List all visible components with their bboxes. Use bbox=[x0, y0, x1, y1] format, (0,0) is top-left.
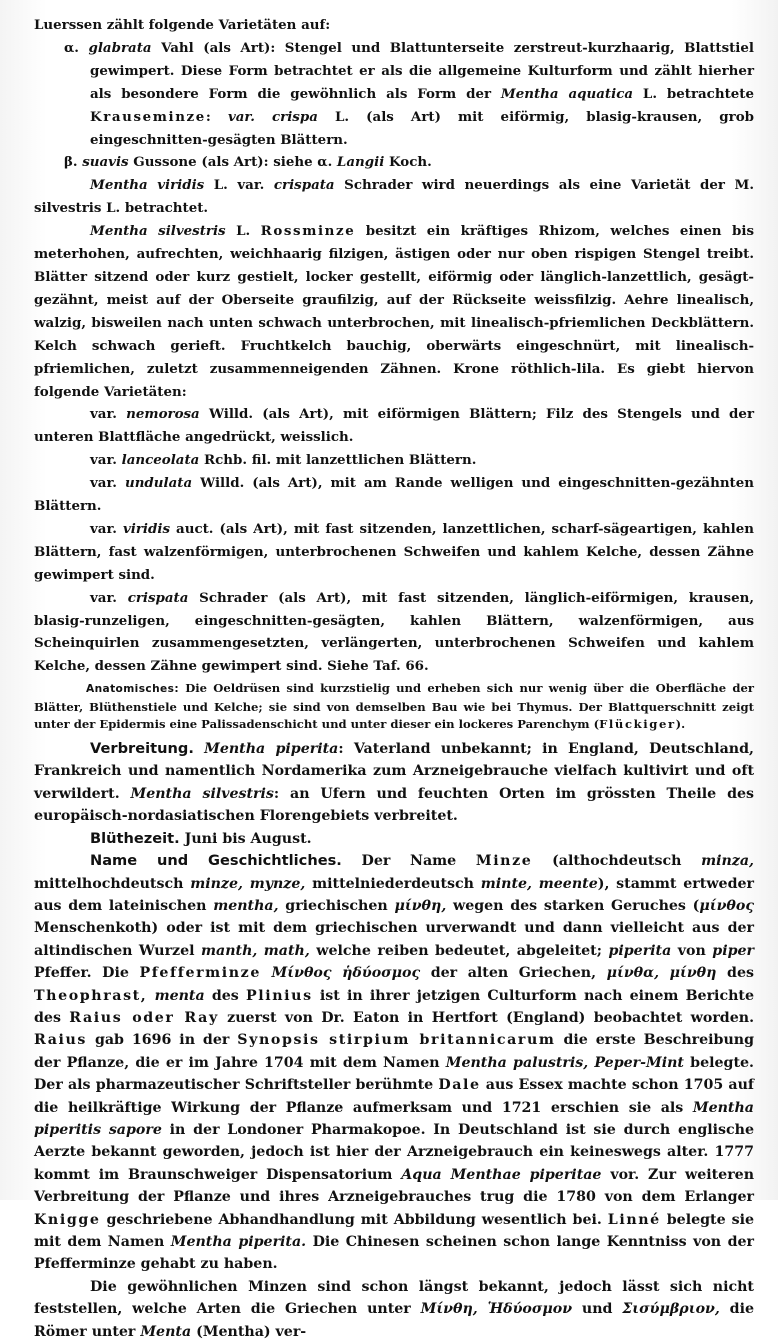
variety-beta: β. suavis Gussone (als Art): siehe α. Langii Koch. bbox=[64, 154, 432, 171]
variety-item: var. undulata Willd. (als Art), mit am Rande welligen und eingeschnitten-gezähnten Blättern. bbox=[34, 475, 754, 515]
verbreitung-paragraph: Verbreitung. Mentha piperita: Vaterland unbekannt; in England, Deutschland, Frankreich und namentlich Nordamerika zum Arzneigebrauche vielfach kultivirt und oft verwildert. Mentha silvestris: an Ufern und feuchten Orten im grössten Theile des europäisch-nordasiatischen Florengebiets verbreitet. bbox=[34, 740, 754, 825]
variety-item: var. viridis auct. (als Art), mit fast sitzenden, lanzettlichen, scharf-sägeartigen, kahlen Blättern, fast walzenförmigen, unterbrochenen Schweifen und kahlem Kelche, dessen Zähne gewimpert sind. bbox=[34, 520, 755, 583]
variety-item: var. lanceolata Rchb. fil. mit lanzettlichen Blättern. bbox=[90, 452, 477, 469]
variety-item: var. nemorosa Willd. (als Art), mit eiförmigen Blättern; Filz des Stengels und der unteren Blattfläche angedrückt, weisslich. bbox=[34, 406, 754, 446]
viridis-paragraph: Mentha viridis L. var. crispata Schrader wird neuerdings als eine Varietät der M. silvestris L. betrachtet. bbox=[34, 177, 754, 217]
variety-alpha: α. glabrata Vahl (als Art): Stengel und Blattunterseite zerstreut-kurzhaarig, Blattstiel gewimpert. Diese Form betrachtet er als die allgemeine Kulturform und zählt hierher als besondere Form die gewöhnlich als Form der Mentha aquatica L. betrachtete Krauseminze: var. crispa L. (als Art) mit eiförmig, blasig-krausen, grob eingeschnitten-gesägten Blättern. bbox=[64, 39, 755, 148]
section-heading: Verbreitung. bbox=[90, 740, 194, 758]
variety-list bbox=[34, 403, 754, 678]
intro-line bbox=[34, 14, 754, 37]
section-heading: Blüthezeit. bbox=[90, 829, 180, 847]
bluethezeit-paragraph: Blüthezeit. Juni bis August. bbox=[90, 829, 312, 847]
intro-text: Luerssen zählt folgende Varietäten auf: bbox=[34, 17, 331, 33]
section-heading: Name und Geschichtliches. bbox=[90, 852, 342, 870]
silvestris-paragraph: Mentha silvestris L. Rossminze besitzt ein kräftiges Rhizom, welches einen bis meterhohen, aufrechten, weichhaarig filzigen, ästigen oder nur oben rispigen Stengel treibt. Blätter sitzend oder kurz gestielt, locker gestellt, eiförmig oder länglich-lanzettlich, gesägt-gezähnt, meist auf der Oberseite graufilzig, auf der Rückseite weissfilzig. Aehre linealisch, walzig, bisweilen nach unten schwach unterbrochen, mit linealisch-pfriemlichen Deckblättern. Kelch schwach gerieft. Fruchtkelch bauchig, oberwärts eingeschnürt, mit linealisch-pfriemlichen, zuletzt zusammenneigenden Zähnen. Krone röthlich-lila. Es giebt hiervon folgende Varietäten: bbox=[34, 223, 755, 400]
last-paragraph: Die gewöhnlichen Minzen sind schon längst bekannt, jedoch lässt sich nicht feststellen, welche Arten die Griechen unter Μίνθη, Ἡδύοσμον und Σισύμβριον, die Römer unter Menta (Mentha) ver- bbox=[34, 1278, 754, 1340]
anatomisches-paragraph: Anatomisches: Die Oeldrüsen sind kurzstielig und erheben sich nur wenig über die Oberfläche der Blätter, Blüthenstiele und Kelche; sie sind von demselben Bau wie bei Thymus. Der Blattquerschnitt zeigt unter der Epidermis eine Palissadenschicht und unter dieser ein lockeres Parenchym (Flückiger). bbox=[34, 681, 754, 732]
variety-item: var. crispata Schrader (als Art), mit fast sitzenden, länglich-eiförmigen, krausen, blasig-runzeligen, eingeschnitten-gesägten, kahlen Blättern, walzenförmigen, aus Scheinquirlen zusammengesetzten, verlängerten, unterbrochenen Schweifen und kahlem Kelche, dessen Zähne gewimpert sind. Siehe Taf. 66. bbox=[34, 589, 754, 675]
name-geschichte-paragraph: Name und Geschichtliches. Der Name Minze (althochdeutsch minza, mittelhochdeutsch minze, mynze, mittelniederdeutsch minte, meente), stammt ertweder aus dem lateinischen mentha, griechischen μίνθη, wegen des starken Geruches (μίνθος Menschenkoth) oder ist mit dem griechischen urverwandt und dann vielleicht aus der altindischen Wurzel manth, math, welche reiben bedeutet, abgeleitet; piperita von piper Pfeffer. Die Pfefferminze Μίνθος ἡδύοσμος der alten Griechen, μίνθα, μίνθη des Theophrast, menta des Plinius ist in ihrer jetzigen Culturform nach einem Berichte des Raius oder Ray zuerst von Dr. Eaton in Hertfort (England) beobachtet worden. Raius gab 1696 in der Synopsis stirpium britannicarum die erste Beschreibung der Pflanze, die er im Jahre 1704 mit dem Namen Mentha palustris, Peper-Mint belegte. Der als pharmazeutischer Schriftsteller berühmte Dale aus Essex machte schon 1705 auf die heilkräftige Wirkung der Pflanze aufmerksam und 1721 erschien sie als Mentha piperitis sapore in der Londoner Pharmakopoe. In Deutschland ist sie durch englische Aerzte bekannt geworden, jedoch ist hier der Arzneigebrauch ein keineswegs alter. 1777 kommt im Braunschweiger Dispensatorium Aqua Menthae piperitae vor. Zur weiteren Verbreitung der Pflanze und ihres Arzneigebrauches trug die 1780 von dem Erlanger Knigge geschriebene Abhandhandlung mit Abbildung wesentlich bei. Linné belegte sie mit dem Namen Mentha piperita. Die Chinesen scheinen schon lange Kenntniss von der Pfefferminze gehabt zu haben. bbox=[34, 852, 755, 1273]
